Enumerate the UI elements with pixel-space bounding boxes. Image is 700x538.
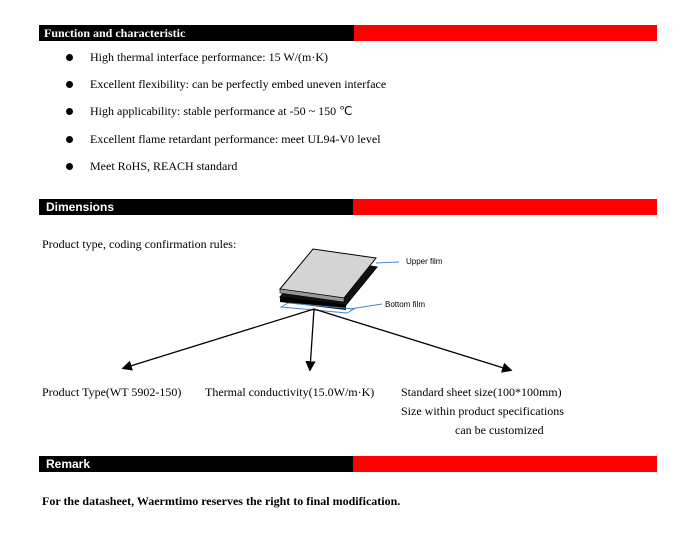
sheet-size-label: Standard sheet size(100*100mm) [401,385,562,399]
size-note-line2: can be customized [455,423,544,437]
product-type-label: Product Type(WT 5902-150) [42,385,182,399]
section-title: Remark [39,456,353,472]
section-header-remark [39,456,657,472]
arrow-product-type [124,309,314,368]
feature-text: High thermal interface performance: 15 W/(m·K) [90,50,329,64]
remark-text: For the datasheet, Waermtimo reserves the right to final modification. [42,494,401,508]
upper-film-leader [376,262,399,263]
conductivity-label: Thermal conductivity(15.0W/m·K) [205,385,375,399]
upper-film-label: Upper film [406,257,443,266]
upper-film-shape [280,249,376,298]
feature-text: Meet RoHS, REACH standard [90,159,238,173]
header-red-band [353,456,657,472]
bottom-film-label: Bottom film [385,300,426,309]
feature-text: Excellent flexibility: can be perfectly embed uneven interface [90,77,387,91]
size-note-line1: Size within product specifications [401,404,564,418]
feature-text: High applicability: stable performance at -50 ~ 150 ℃ [90,104,353,118]
section-title: Dimensions [39,199,353,215]
feature-text: Excellent flame retardant performance: meet UL94-V0 level [90,132,381,146]
section-title: Function and characteristic [39,25,354,41]
arrow-conductivity [310,309,314,369]
arrow-sheet-size [314,309,510,370]
bottom-film-leader [350,304,382,309]
intro-text: Product type, coding confirmation rules: [42,237,237,251]
